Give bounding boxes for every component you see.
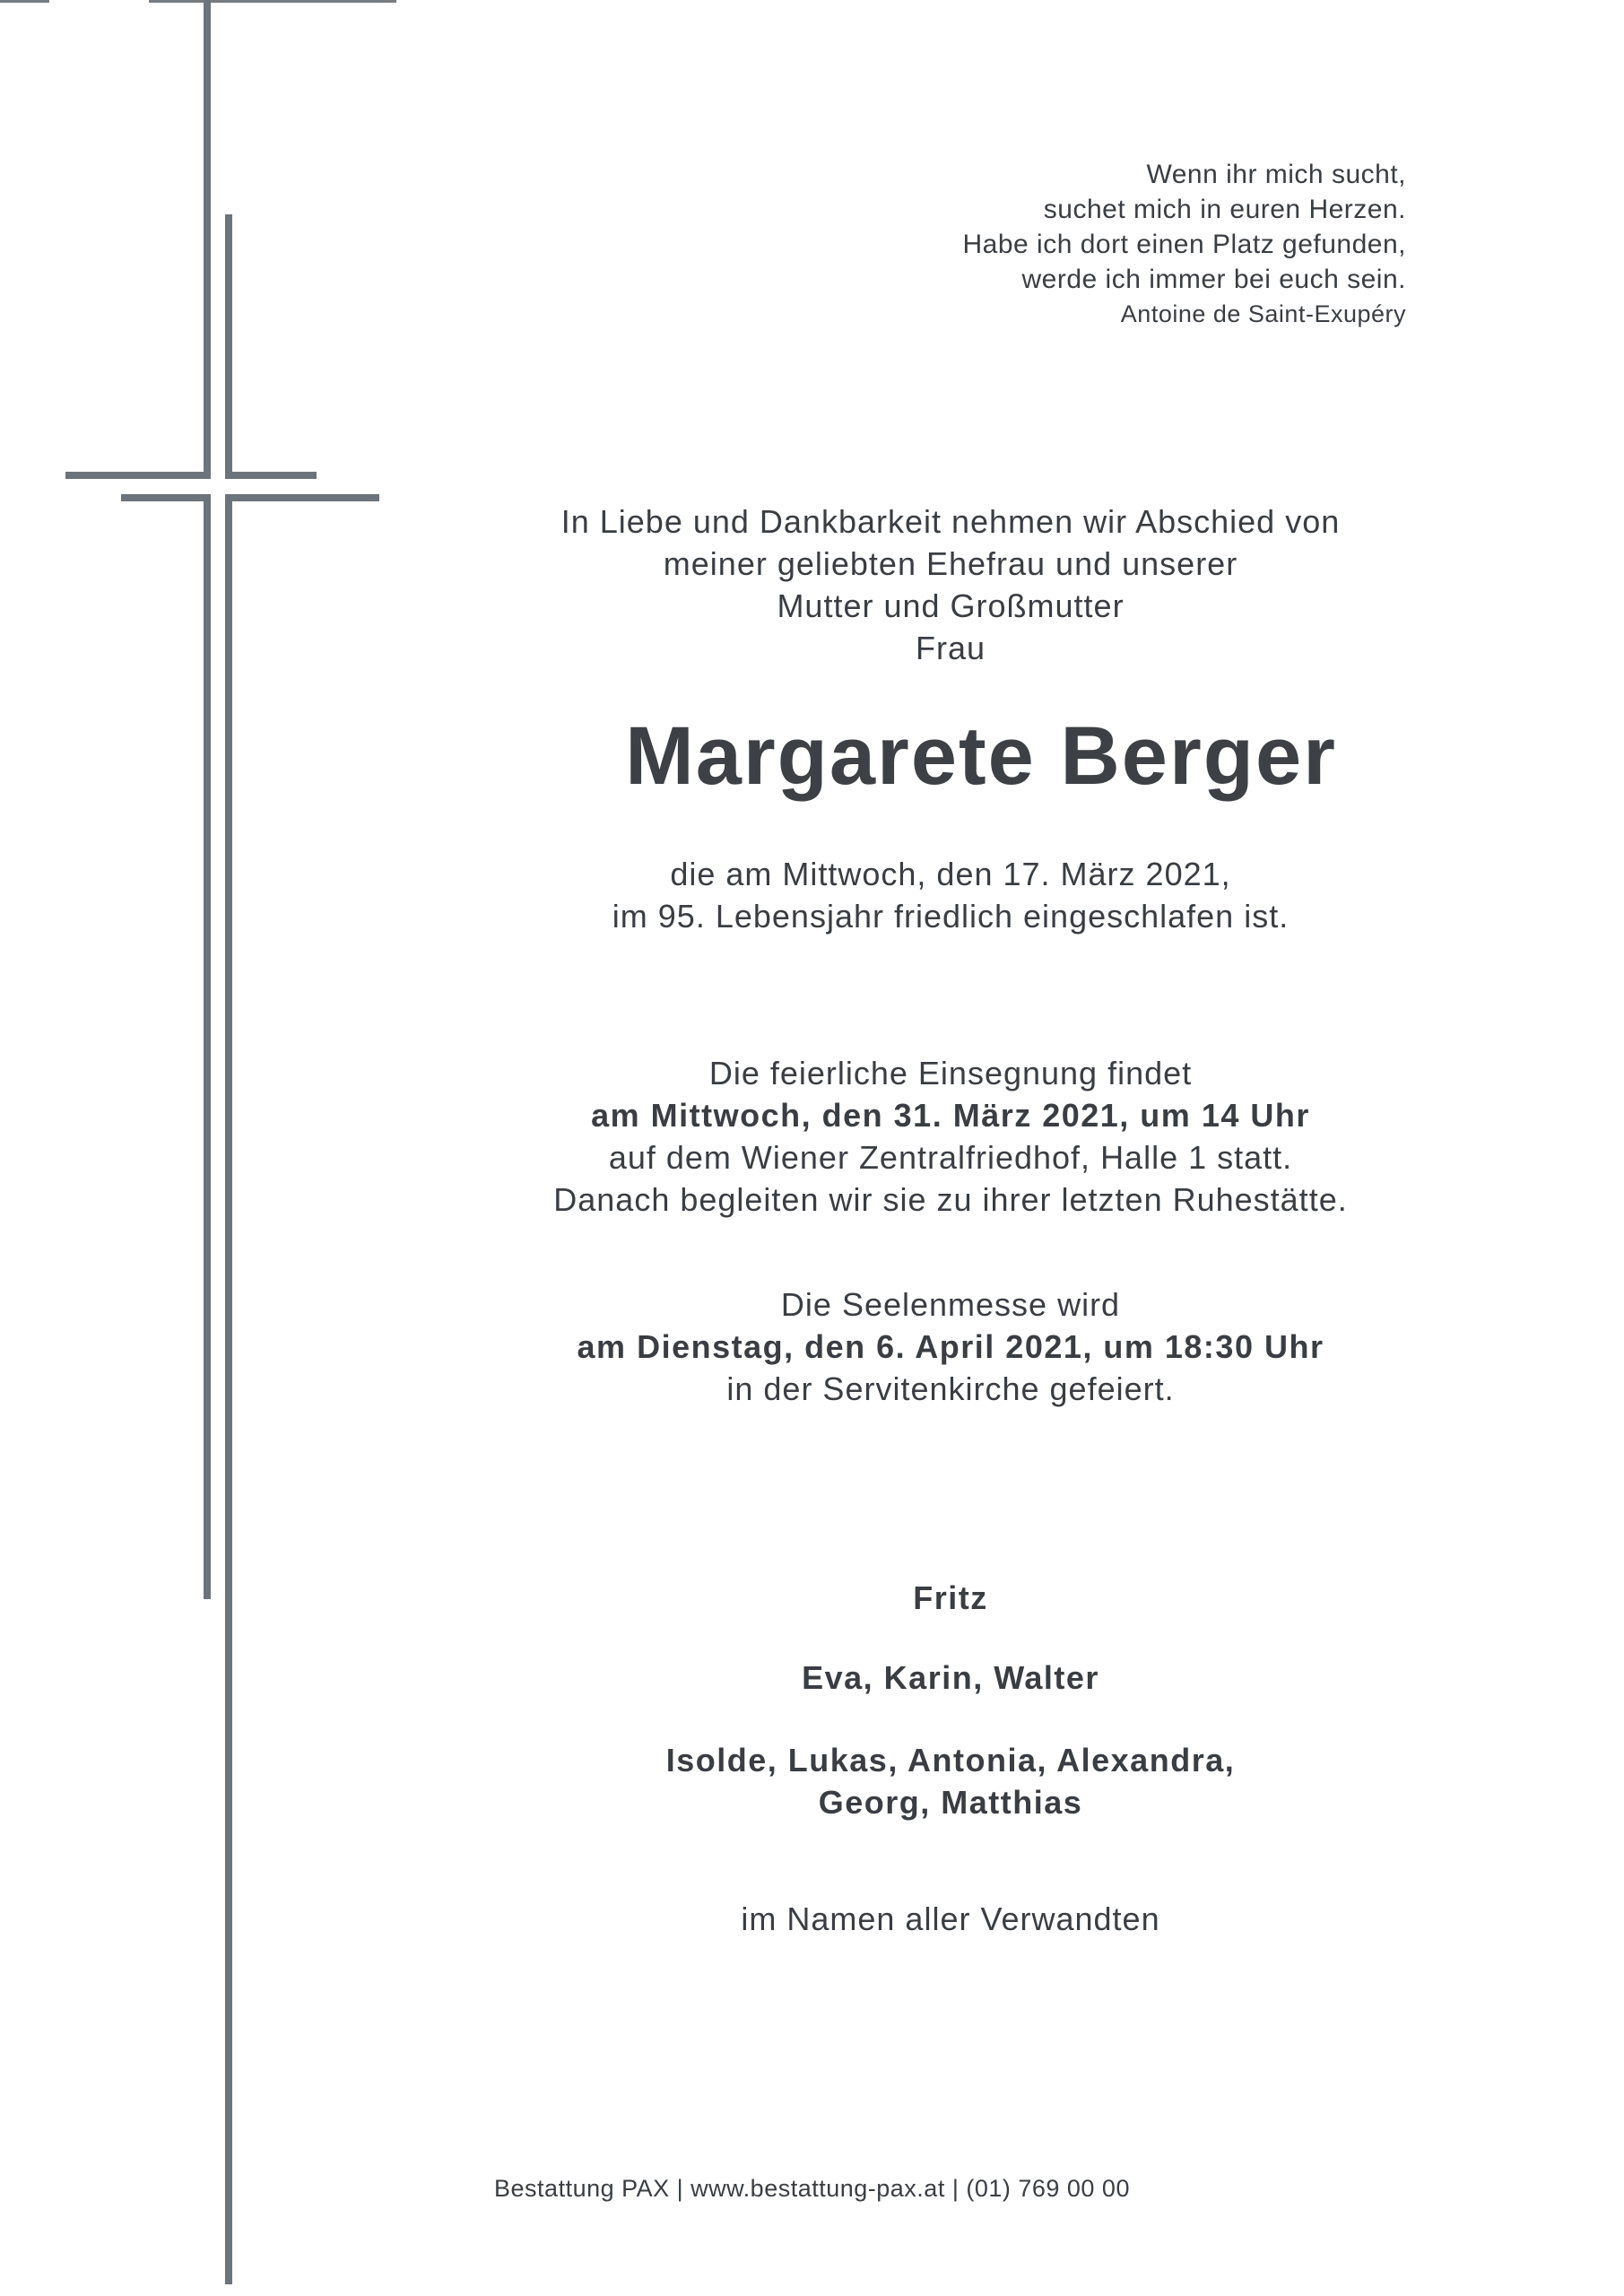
intro-line: meiner geliebten Ehefrau und unserer (663, 545, 1238, 582)
footer-funeral-home: Bestattung PAX | www.bestattung-pax.at | (01) 769 00 00 (494, 2175, 1130, 2202)
mourner-names-children: Eva, Karin, Walter (802, 1659, 1099, 1696)
closing-line: im Namen aller Verwandten (741, 1900, 1160, 1937)
quote-line: werde ich immer bei euch sein. (1021, 265, 1406, 294)
blessing-date-bold: am Mittwoch, den 31. März 2021, um 14 Uhr (591, 1097, 1310, 1134)
intro-line: In Liebe und Dankbarkeit nehmen wir Abschied von (560, 503, 1341, 540)
intro-line: Mutter und Großmutter (777, 587, 1125, 624)
cross-horizontal-lower-left (121, 494, 211, 501)
deceased-name: Margarete Berger (625, 710, 1337, 802)
mass-line: Die Seelenmesse wird (780, 1286, 1121, 1323)
quote-line: Wenn ihr mich sucht, (1146, 160, 1406, 189)
death-date-line: im 95. Lebensjahr friedlich eingeschlafen ist. (612, 898, 1290, 935)
blessing-line: auf dem Wiener Zentralfriedhof, Halle 1 statt. (608, 1139, 1293, 1176)
mourner-name-husband: Fritz (913, 1579, 988, 1616)
mass-line: in der Servitenkirche gefeiert. (726, 1370, 1175, 1407)
scan-artifact-line (149, 0, 396, 3)
intro-line: Frau (915, 630, 986, 666)
cross-horizontal-upper-right (225, 472, 317, 479)
mourner-names-grandchildren (448, 1739, 1453, 1823)
cross-horizontal-upper-left (65, 472, 211, 479)
cross-vertical-left-lower (204, 494, 211, 1599)
blessing-ceremony-text (448, 1052, 1453, 1221)
mourner-names-line: Isolde, Lukas, Antonia, Alexandra, (665, 1742, 1236, 1779)
quote-line: Habe ich dort einen Platz gefunden, (962, 230, 1406, 259)
memorial-quote (963, 157, 1407, 332)
cross-vertical-right-lower (225, 494, 232, 2284)
mourner-names-line: Georg, Matthias (818, 1784, 1083, 1821)
cross-vertical-right-upper (225, 214, 232, 479)
announcement-intro (448, 500, 1453, 669)
mass-date-bold: am Dienstag, den 6. April 2021, um 18:30 Uhr (577, 1328, 1324, 1365)
death-date-text (448, 853, 1453, 937)
blessing-line: Die feierliche Einsegnung findet (708, 1055, 1193, 1091)
cross-vertical-left-upper (204, 0, 211, 479)
memorial-mass-text (448, 1283, 1453, 1410)
death-date-line: die am Mittwoch, den 17. März 2021, (670, 856, 1231, 892)
quote-attribution: Antoine de Saint-Exupéry (1120, 300, 1406, 327)
cross-horizontal-lower-right (225, 494, 379, 501)
quote-line: suchet mich in euren Herzen. (1043, 195, 1406, 224)
blessing-line: Danach begleiten wir sie zu ihrer letzten Ruhestätte. (553, 1181, 1348, 1218)
scan-artifact-line (0, 0, 49, 3)
